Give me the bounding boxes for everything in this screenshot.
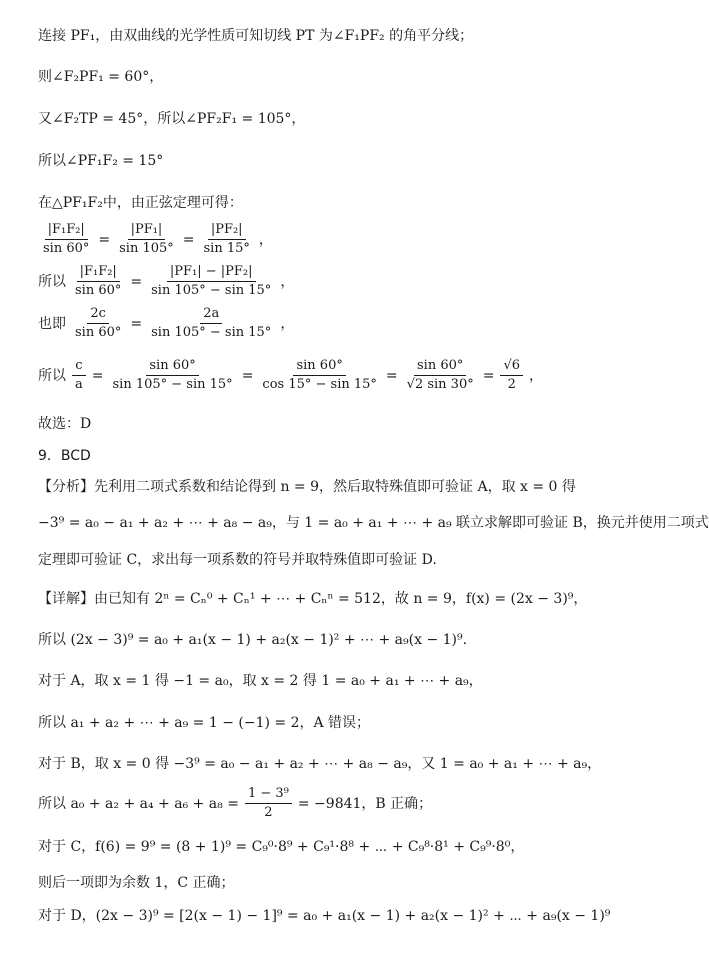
text-line: 所以∠PF₁F₂ = 15° (38, 153, 164, 169)
text-line: 则∠F₂PF₁ = 60°， (38, 69, 164, 85)
formula-row: 所以 $\frac{\text{|F₁F₂|}}{\sin 60^\circ}$ = $\frac{\text{|PF₁| − |PF₂|}}{\sin 105^\circ - \sin 15^\circ}$ ， (38, 264, 295, 298)
formula-row: 所以 $\frac{c}{a}$ = $\frac{\sin 60^\circ}{\sin 105^\circ - \sin 15^\circ}$ = $\frac{\sin 60^\circ}{\cos 15^\circ - \sin 15^\circ}$ = $\frac{\sin 60^\circ}{√2 \sin 30^\circ}$ = $\frac{√6}{2}$ ， (38, 358, 544, 392)
text-line: 在△PF₁F₂中，由正弦定理可得： (38, 195, 243, 211)
text-line: 对于 C，f(6) = 9⁹ = (8 + 1)⁹ = C₉⁰·8⁹ + C₉¹·8⁸ + ⋯ + C₉⁸·8¹ + C₉⁹·8⁰， (38, 839, 525, 855)
formula-row: 所以 a₀ + a₂ + a₄ + a₆ + a₈ = $\frac{\text{1 − 3⁹}}{2}$ = −9841，B 正确； (38, 786, 433, 820)
text-line: 又∠F₂TP = 45°，所以∠PF₂F₁ = 105°， (38, 111, 306, 127)
formula-row: 也即 $\frac{2c}{\sin 60^\circ}$ = $\frac{2a}{\sin 105^\circ - \sin 15^\circ}$ ， (38, 306, 295, 340)
text-line: 对于 B，取 x = 0 得 −3⁹ = a₀ − a₁ + a₂ + ⋯ + a₈ − a₉，又 1 = a₀ + a₁ + ⋯ + a₉， (38, 756, 602, 772)
fraction: $\frac{√6}{2}$ (500, 358, 523, 393)
formula-row: $\frac{\text{|F₁F₂|}}{\sin 60^\circ}$ = $\frac{\text{|PF₁|}}{\sin 105^\circ}$ = $\frac{\text{|PF₂|}}{\sin 15^\circ}$ ， (38, 222, 273, 257)
fraction: $\frac{\sin 60^\circ}{\cos 15^\circ - \sin 15^\circ}$ (262, 358, 377, 392)
text-line: 所以 (2x − 3)⁹ = a₀ + a₁(x − 1) + a₂(x − 1)² + ⋯ + a₉(x − 1)⁹. (38, 632, 468, 648)
fraction: $\frac{\text{|F₁F₂|}}{\sin 60^\circ}$ (75, 264, 122, 298)
question-number: 9．BCD (38, 448, 91, 464)
detail-line: 【详解】由已知有 2ⁿ = Cₙ⁰ + Cₙ¹ + ⋯ + Cₙⁿ = 512，故 n = 9，f(x) = (2x − 3)⁹， (38, 591, 588, 607)
fraction: $\frac{\text{|F₁F₂|}}{\sin 60^\circ}$ (43, 222, 90, 256)
text-line: 定理即可验证 C，求出每一项系数的符号并取特殊值即可验证 D. (38, 552, 437, 568)
fraction: $\frac{\sin 60^\circ}{\sin 105^\circ - \sin 15^\circ}$ (112, 358, 233, 392)
fraction: $\frac{2c}{\sin 60^\circ}$ (75, 306, 122, 340)
text-line: 连接 PF₁，由双曲线的光学性质可知切线 PT 为∠F₁PF₂ 的角平分线； (38, 28, 474, 44)
fraction: $\frac{\text{|PF₂|}}{\sin 15^\circ}$ (203, 222, 250, 256)
fraction: $\frac{\text{|PF₁| − |PF₂|}}{\sin 105^\circ - \sin 15^\circ}$ (151, 264, 272, 298)
fraction: $\frac{2a}{\sin 105^\circ - \sin 15^\circ}$ (151, 306, 272, 340)
fraction: $\frac{\text{|PF₁|}}{\sin 105^\circ}$ (119, 222, 174, 256)
fraction: $\frac{\text{1 − 3⁹}}{2}$ (245, 786, 292, 821)
text-line: 则后一项即为余数 1，C 正确； (38, 875, 235, 891)
text-line: −3⁹ = a₀ − a₁ + a₂ + ⋯ + a₈ − a₉，与 1 = a₀ + a₁ + ⋯ + a₉ 联立求解即可验证 B，换元并使用二项式 (38, 515, 709, 531)
fraction: $\frac{c}{a}$ (72, 358, 86, 393)
text-line: 所以 a₁ + a₂ + ⋯ + a₉ = 1 − (−1) = 2，A 错误； (38, 715, 371, 731)
text-line: 对于 D，(2x − 3)⁹ = [2(x − 1) − 1]⁹ = a₀ + a₁(x − 1) + a₂(x − 1)² + ⋯ + a₉(x − 1)⁹ (38, 908, 611, 924)
answer-line: 故选：D (38, 416, 92, 432)
text-line: 对于 A，取 x = 1 得 −1 = a₀，取 x = 2 得 1 = a₀ + a₁ + ⋯ + a₉， (38, 673, 483, 689)
analysis-line: 【分析】先利用二项式系数和结论得到 n = 9，然后取特殊值即可验证 A，取 x = 0 得 (38, 479, 576, 495)
fraction: $\frac{\sin 60^\circ}{√2 \sin 30^\circ}$ (406, 358, 474, 392)
